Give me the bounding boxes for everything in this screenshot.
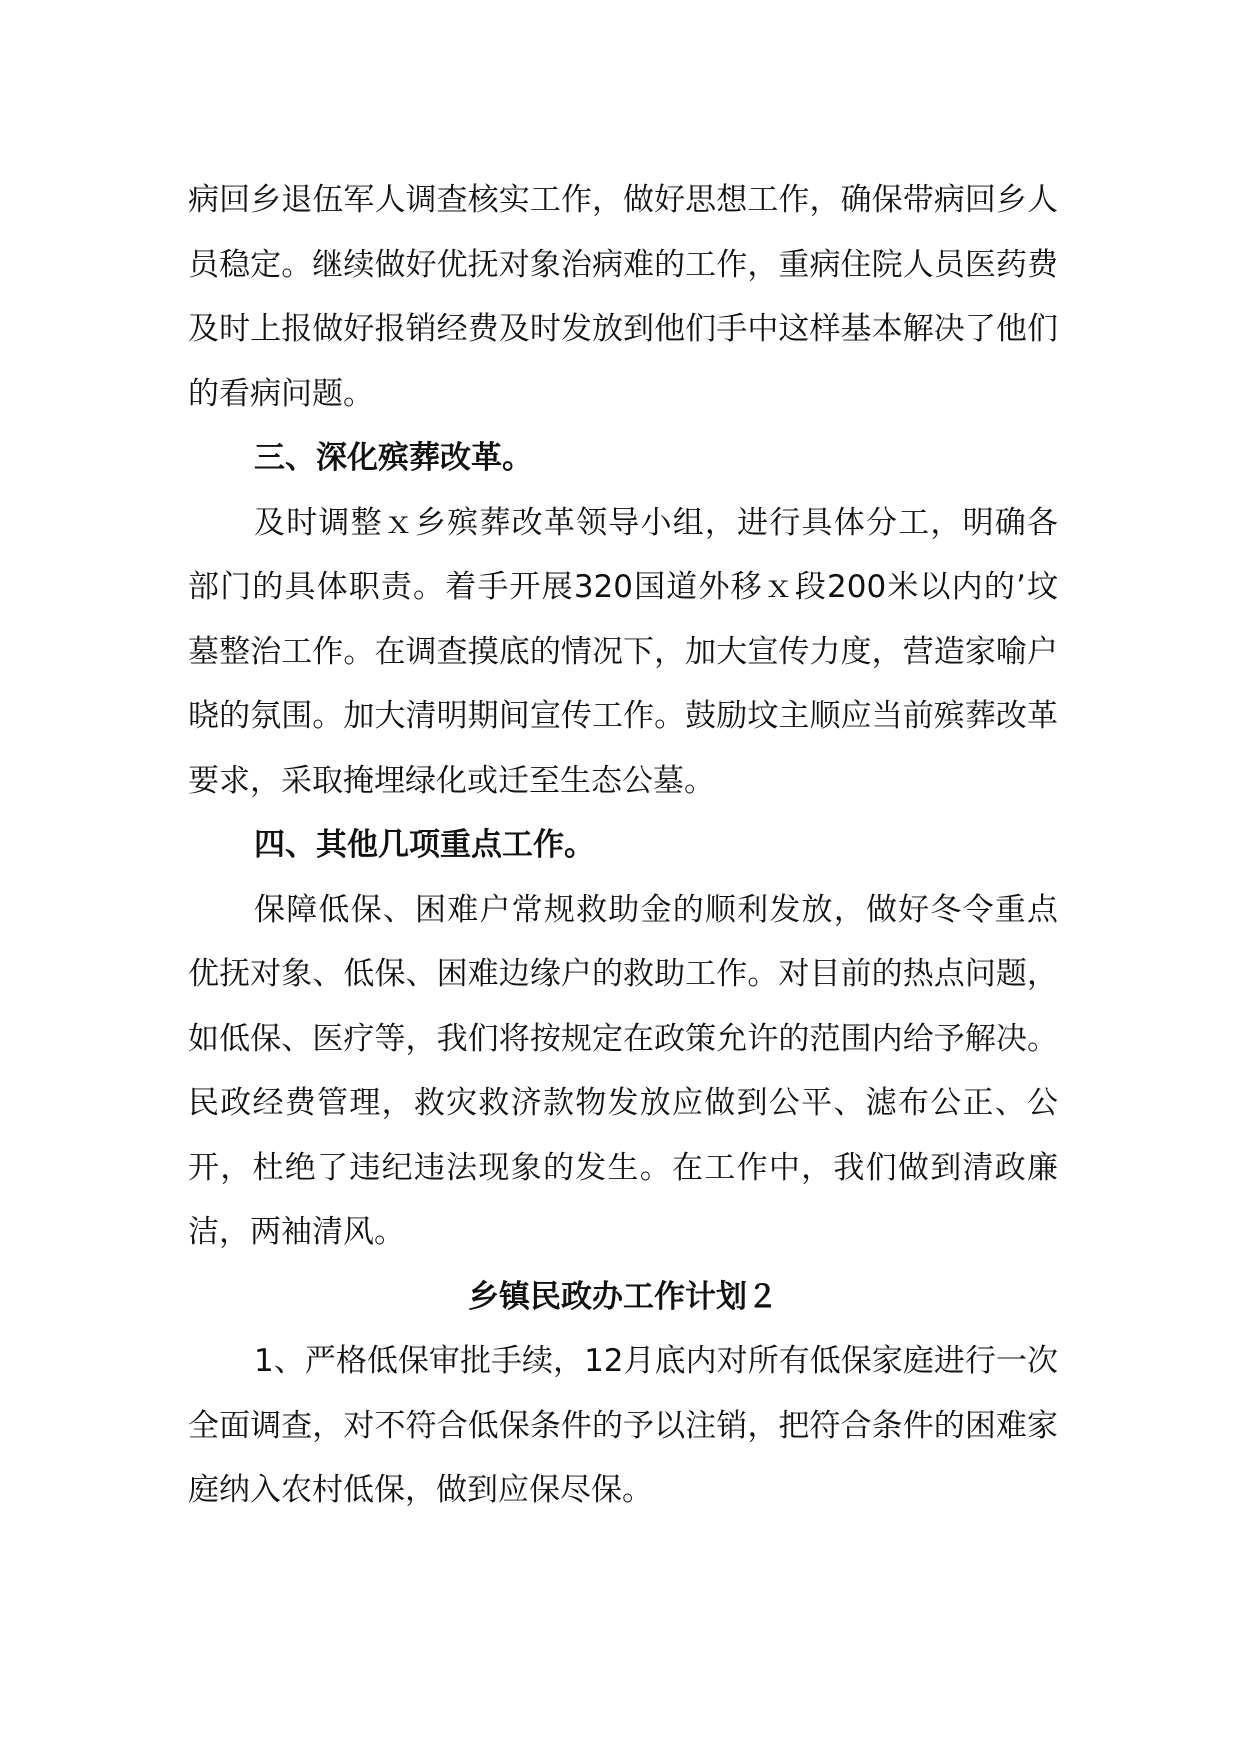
body-paragraph: 保障低保、困难户常规救助金的顺利发放，做好冬令重点优抚对象、低保、困难边缘户的救助工作。对目前的热点问题，如低保、医疗等，我们将按规定在政策允许的范围内给予解决。民政经费管理，救灾救济款物发放应做到公平、滤布公正、公开，杜绝了违纪违法现象的发生。在工作中，我们做到清政廉洁，两袖清风。: [188, 891, 1058, 1250]
document-section-title: 乡镇民政办工作计划２: [468, 1278, 778, 1315]
section-heading-4: 四、其他几项重点工作。: [254, 827, 595, 863]
section-heading-3: 三、深化殡葬改革。: [254, 440, 533, 476]
body-paragraph: 及时调整ｘ乡殡葬改革领导小组，进行具体分工，明确各部门的具体职责。着手开展320国道外移ｘ段200米以内的’坟墓整治工作。在调查摸底的情况下，加大宣传力度，营造家喻户晓的氛围。加大清明期间宣传工作。鼓励坟主顺应当前殡葬改革要求，采取掩埋绿化或迁至生态公墓。: [188, 504, 1058, 799]
body-paragraph: 病回乡退伍军人调查核实工作，做好思想工作，确保带病回乡人员稳定。继续做好优抚对象治病难的工作，重病住院人员医药费及时上报做好报销经费及时发放到他们手中这样基本解决了他们的看病问题。: [188, 182, 1058, 412]
document-body: [188, 168, 1058, 1523]
body-paragraph: 1、严格低保审批手续，12月底内对所有低保家庭进行一次全面调查，对不符合低保条件的予以注销，把符合条件的困难家庭纳入农村低保，做到应保尽保。: [188, 1343, 1058, 1508]
